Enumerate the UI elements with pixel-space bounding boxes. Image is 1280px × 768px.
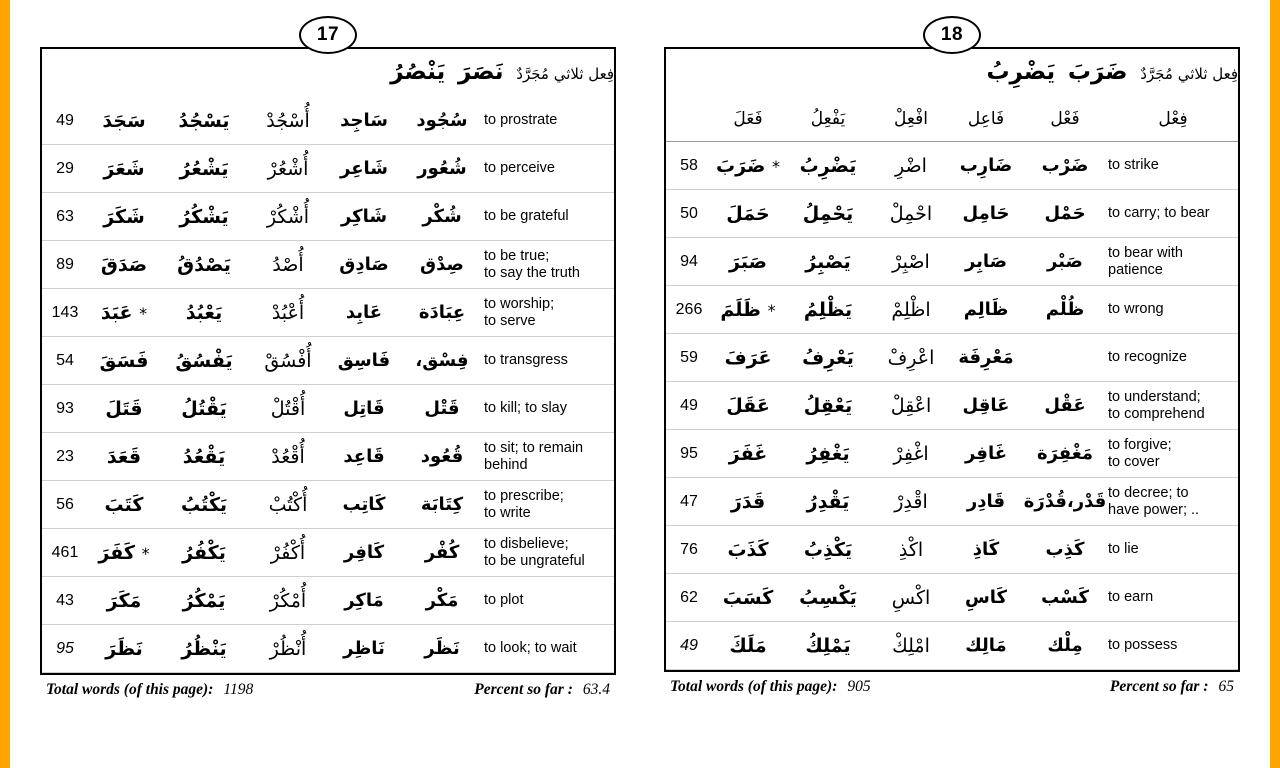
cell-masdar: عِبَادَة — [400, 289, 484, 337]
meaning-line-2: to write — [484, 504, 531, 521]
cell-past-verb: نَظَرَ — [88, 625, 160, 673]
meaning-line-2: have power; .. — [1108, 501, 1200, 518]
cell-count: 93 — [42, 385, 88, 433]
table-header-row — [666, 49, 1238, 97]
cell-count: 59 — [666, 334, 712, 382]
cell-meaning: to sit; to remain behind — [484, 433, 614, 481]
asterisk-marker: * — [771, 156, 780, 176]
cell-meaning: to transgress — [484, 337, 614, 385]
table-row[interactable] — [666, 190, 1238, 238]
cell-count: 266 — [666, 286, 712, 334]
cell-count: 56 — [42, 481, 88, 529]
cell-present-verb: يَشْكُرُ — [160, 193, 248, 241]
cell-past-verb: حَمَلَ — [712, 190, 784, 238]
cell-count: 62 — [666, 574, 712, 622]
cell-meaning: to forgive; to cover — [1108, 430, 1238, 478]
cell-count: 143 — [42, 289, 88, 337]
cell-masdar: كِتَابَة — [400, 481, 484, 529]
cell-count: 49 — [666, 622, 712, 670]
cell-past-verb: قَدَرَ — [712, 478, 784, 526]
cell-past-verb: قَتَلَ — [88, 385, 160, 433]
cell-present-verb: يَسْجُدُ — [160, 97, 248, 145]
pattern-cell: فَعَلَ — [733, 109, 763, 129]
cell-past-verb: كَذَبَ — [712, 526, 784, 574]
cell-present-verb: يَصْدُقُ — [160, 241, 248, 289]
table-row[interactable] — [666, 478, 1238, 526]
cell-active-participle: كَاذِ — [950, 526, 1022, 574]
cell-masdar: قَدْر،قُدْرَة — [1022, 478, 1108, 526]
cell-masdar: كُفْر — [400, 529, 484, 577]
cell-past-verb: سَجَدَ — [88, 97, 160, 145]
table-row[interactable] — [42, 241, 614, 289]
left-edge-bar — [0, 0, 10, 768]
cell-past-verb: * ظَلَمَ — [712, 286, 784, 334]
cell-active-participle: مَعْرِفَة — [950, 334, 1022, 382]
asterisk-marker: * — [139, 303, 148, 323]
total-words-label: Total words (of this page): — [46, 681, 214, 698]
pattern-cell: فَعْل — [1050, 109, 1080, 129]
cell-active-participle: قَاعِد — [328, 433, 400, 481]
cell-present-verb: يَغْفِرُ — [784, 430, 872, 478]
cell-imperative: امْلِكْ — [872, 622, 950, 670]
cell-imperative: اكْسِ — [872, 574, 950, 622]
cell-imperative: اظْلِمْ — [872, 286, 950, 334]
page-number-badge-right: 18 — [923, 16, 981, 54]
cell-present-verb: يَكْذِبُ — [784, 526, 872, 574]
cell-meaning: to possess — [1108, 622, 1238, 670]
two-page-spread — [10, 0, 1270, 768]
cell-meaning: to understand; to comprehend — [1108, 382, 1238, 430]
cell-imperative: اكْذِ — [872, 526, 950, 574]
cell-past-verb: عَرَفَ — [712, 334, 784, 382]
cell-imperative: اعْرِفْ — [872, 334, 950, 382]
percent-label: Percent so far : — [474, 681, 573, 698]
cell-masdar: عَقْل — [1022, 382, 1108, 430]
cell-masdar: نَظَر — [400, 625, 484, 673]
percent-group-left — [474, 681, 610, 699]
cell-masdar: صَبْر — [1022, 238, 1108, 286]
cell-meaning: to earn — [1108, 574, 1238, 622]
pattern-cell: فَاعِل — [967, 109, 1005, 129]
header-label: فِعل ثلاثي مُجَرَّدٌ — [1140, 65, 1239, 84]
pattern-cell: فِعْل — [1158, 109, 1188, 129]
cell-active-participle: مَاكِر — [328, 577, 400, 625]
table-row[interactable] — [666, 430, 1238, 478]
cell-present-verb: يَظْلِمُ — [784, 286, 872, 334]
cell-imperative: اقْدِرْ — [872, 478, 950, 526]
cell-past-verb: * عَبَدَ — [88, 289, 160, 337]
conjugation-table-right — [664, 47, 1240, 672]
cell-past-verb: فَسَقَ — [88, 337, 160, 385]
cell-imperative: أُفْسُقْ — [248, 337, 328, 385]
table-row[interactable] — [666, 238, 1238, 286]
cell-meaning: to bear with patience — [1108, 238, 1238, 286]
cell-active-participle: ظَالِم — [950, 286, 1022, 334]
cell-present-verb: يَنْظُرُ — [160, 625, 248, 673]
cell-count: 95 — [666, 430, 712, 478]
cell-present-verb: يَقْدِرُ — [784, 478, 872, 526]
cell-active-participle: غَافِر — [950, 430, 1022, 478]
cell-count: 43 — [42, 577, 88, 625]
cell-count: 49 — [666, 382, 712, 430]
cell-count: 461 — [42, 529, 88, 577]
cell-masdar: ضَرْب — [1022, 142, 1108, 190]
table-row[interactable] — [42, 385, 614, 433]
cell-imperative: أُسْجُدْ — [248, 97, 328, 145]
cell-count: 23 — [42, 433, 88, 481]
cell-count: 58 — [666, 142, 712, 190]
cell-present-verb: يَعْرِفُ — [784, 334, 872, 382]
conjugation-table-left — [40, 47, 616, 675]
percent-label: Percent so far : — [1109, 678, 1209, 695]
cell-present-verb: يَعْقِلُ — [784, 382, 872, 430]
cell-count: 76 — [666, 526, 712, 574]
cell-meaning: to decree; to have power; .. — [1108, 478, 1238, 526]
cell-count: 54 — [42, 337, 88, 385]
cell-active-participle: عَابِد — [328, 289, 400, 337]
cell-past-verb: غَفَرَ — [712, 430, 784, 478]
cell-meaning: to perceive — [484, 145, 614, 193]
cell-present-verb: يَحْمِلُ — [784, 190, 872, 238]
cell-present-verb: يَفْسُقُ — [160, 337, 248, 385]
cell-past-verb: * ضَرَبَ — [712, 142, 784, 190]
cell-active-participle: سَاجِد — [328, 97, 400, 145]
cell-meaning: to kill; to slay — [484, 385, 614, 433]
cell-present-verb: يَكْفُرُ — [160, 529, 248, 577]
header-label: فِعل ثلاثي مُجَرَّدٌ — [516, 65, 615, 84]
cell-past-verb: صَبَرَ — [712, 238, 784, 286]
table-row[interactable] — [42, 337, 614, 385]
percent-group-right — [1110, 678, 1234, 696]
cell-meaning: to be true; to say the truth — [484, 241, 614, 289]
table-row[interactable] — [42, 529, 614, 577]
meaning-line-2: to cover — [1108, 453, 1160, 470]
cell-present-verb: يَشْعُرُ — [160, 145, 248, 193]
meaning-line-2: to comprehend — [1108, 405, 1205, 422]
total-words-value: 905 — [847, 678, 871, 695]
percent-value: 65 — [1218, 678, 1234, 695]
header-cell — [666, 49, 1238, 97]
header-verb-past: نَصَرَ — [457, 59, 504, 86]
table-row[interactable] — [666, 286, 1238, 334]
cell-count: 47 — [666, 478, 712, 526]
cell-count: 63 — [42, 193, 88, 241]
cell-active-participle: كَافِر — [328, 529, 400, 577]
table-row[interactable] — [666, 622, 1238, 670]
cell-masdar: مَكْر — [400, 577, 484, 625]
cell-active-participle: كَاسِ — [950, 574, 1022, 622]
cell-present-verb: يَقْتُلُ — [160, 385, 248, 433]
page-left — [40, 22, 616, 768]
cell-imperative: أُكْتُبْ — [248, 481, 328, 529]
cell-masdar: صِدْق — [400, 241, 484, 289]
table-row[interactable] — [42, 145, 614, 193]
cell-count: 89 — [42, 241, 88, 289]
cell-masdar — [1022, 334, 1108, 382]
cell-imperative: أُقْتُلْ — [248, 385, 328, 433]
header-text — [390, 60, 614, 84]
header-cell — [42, 49, 614, 97]
pattern-cell: افْعِلْ — [894, 109, 928, 129]
cell-imperative: أُقْعُدْ — [248, 433, 328, 481]
cell-present-verb: يَصْبِرُ — [784, 238, 872, 286]
cell-masdar: حَمْل — [1022, 190, 1108, 238]
cell-active-participle: شَاكِر — [328, 193, 400, 241]
meaning-line-2: behind — [484, 456, 528, 473]
cell-count: 50 — [666, 190, 712, 238]
table-row[interactable] — [42, 481, 614, 529]
meaning-line-2: to be ungrateful — [484, 552, 585, 569]
cell-past-verb: كَتَبَ — [88, 481, 160, 529]
percent-value: 63.4 — [582, 681, 610, 698]
table-row[interactable] — [42, 433, 614, 481]
pattern-cell: يَفْعِلُ — [810, 109, 846, 129]
header-verb-past: ضَرَبَ — [1067, 59, 1128, 86]
cell-masdar: مَغْفِرَة — [1022, 430, 1108, 478]
cell-masdar: سُجُود — [400, 97, 484, 145]
cell-count: 94 — [666, 238, 712, 286]
table-row[interactable] — [42, 193, 614, 241]
cell-past-verb: مَكَرَ — [88, 577, 160, 625]
asterisk-marker: * — [767, 300, 776, 320]
cell-imperative: اعْقِلْ — [872, 382, 950, 430]
cell-active-participle: صَابِر — [950, 238, 1022, 286]
cell-imperative: اغْفِرْ — [872, 430, 950, 478]
meaning-line-2: to say the truth — [484, 264, 580, 281]
pattern-spacer — [666, 97, 712, 142]
header-verb-present: يَضْرِبُ — [986, 59, 1056, 86]
cell-masdar: كَسْب — [1022, 574, 1108, 622]
page-number-badge-left: 17 — [299, 16, 357, 54]
footer-right — [664, 678, 1240, 696]
cell-active-participle: فَاسِق — [328, 337, 400, 385]
cell-present-verb: يَعْبُدُ — [160, 289, 248, 337]
cell-meaning: to wrong — [1108, 286, 1238, 334]
cell-past-verb: شَعَرَ — [88, 145, 160, 193]
cell-count: 29 — [42, 145, 88, 193]
cell-masdar: ظُلْم — [1022, 286, 1108, 334]
cell-imperative: احْمِلْ — [872, 190, 950, 238]
cell-active-participle: شَاعِر — [328, 145, 400, 193]
right-edge-bar — [1270, 0, 1280, 768]
cell-masdar: فِسْق، — [400, 337, 484, 385]
cell-active-participle: عَاقِل — [950, 382, 1022, 430]
cell-past-verb: قَعَدَ — [88, 433, 160, 481]
cell-masdar: شُكْر — [400, 193, 484, 241]
cell-present-verb: يَمْلِكُ — [784, 622, 872, 670]
cell-meaning: to worship; to serve — [484, 289, 614, 337]
table-row[interactable] — [666, 574, 1238, 622]
cell-imperative: أُشْكُرْ — [248, 193, 328, 241]
cell-active-participle: نَاظِر — [328, 625, 400, 673]
table-row[interactable] — [666, 334, 1238, 382]
cell-imperative: أُكْفُرْ — [248, 529, 328, 577]
meaning-line-2: patience — [1108, 261, 1163, 278]
header-text — [986, 60, 1238, 84]
cell-active-participle: صَادِق — [328, 241, 400, 289]
cell-present-verb: يَكْسِبُ — [784, 574, 872, 622]
page-right — [664, 22, 1240, 768]
cell-masdar: كَذِب — [1022, 526, 1108, 574]
total-words-group-left — [46, 681, 253, 699]
meaning-line-2: to serve — [484, 312, 536, 329]
cell-imperative: أُنْظُرْ — [248, 625, 328, 673]
table-row[interactable] — [42, 97, 614, 145]
cell-past-verb: عَقَلَ — [712, 382, 784, 430]
pattern-row — [666, 97, 1238, 142]
cell-masdar: قَتْل — [400, 385, 484, 433]
cell-masdar: مِلْك — [1022, 622, 1108, 670]
table-row[interactable] — [42, 289, 614, 337]
cell-active-participle: حَامِل — [950, 190, 1022, 238]
cell-imperative: أُشْعُرْ — [248, 145, 328, 193]
cell-active-participle: مَالِك — [950, 622, 1022, 670]
cell-masdar: شُعُور — [400, 145, 484, 193]
cell-present-verb: يَمْكُرُ — [160, 577, 248, 625]
cell-count: 95 — [42, 625, 88, 673]
header-verb-present: يَنْصُرُ — [390, 59, 446, 86]
table-row[interactable] — [666, 382, 1238, 430]
table-row[interactable] — [42, 577, 614, 625]
cell-active-participle: ضَارِب — [950, 142, 1022, 190]
cell-meaning: to recognize — [1108, 334, 1238, 382]
cell-active-participle: كَاتِب — [328, 481, 400, 529]
cell-meaning: to plot — [484, 577, 614, 625]
total-words-label: Total words (of this page): — [670, 678, 838, 695]
cell-imperative: أُمْكُرْ — [248, 577, 328, 625]
cell-meaning: to look; to wait — [484, 625, 614, 673]
cell-past-verb: كَسَبَ — [712, 574, 784, 622]
cell-past-verb: مَلَكَ — [712, 622, 784, 670]
cell-meaning: to prostrate — [484, 97, 614, 145]
cell-past-verb: صَدَقَ — [88, 241, 160, 289]
cell-past-verb: * كَفَرَ — [88, 529, 160, 577]
cell-meaning: to disbelieve; to be ungrateful — [484, 529, 614, 577]
cell-imperative: أُعْبُدْ — [248, 289, 328, 337]
asterisk-marker: * — [141, 543, 150, 563]
cell-present-verb: يَكْتُبُ — [160, 481, 248, 529]
cell-active-participle: قَادِر — [950, 478, 1022, 526]
table-row[interactable] — [42, 625, 614, 673]
cell-present-verb: يَقْعُدُ — [160, 433, 248, 481]
cell-imperative: اصْبِرْ — [872, 238, 950, 286]
total-words-value: 1198 — [223, 681, 254, 698]
cell-present-verb: يَضْرِبُ — [784, 142, 872, 190]
cell-imperative: اضْرِ — [872, 142, 950, 190]
cell-meaning: to be grateful — [484, 193, 614, 241]
cell-active-participle: قَاتِل — [328, 385, 400, 433]
cell-meaning: to prescribe; to write — [484, 481, 614, 529]
cell-meaning: to strike — [1108, 142, 1238, 190]
cell-meaning: to carry; to bear — [1108, 190, 1238, 238]
table-row[interactable] — [666, 142, 1238, 190]
footer-left — [40, 681, 616, 699]
table-row[interactable] — [666, 526, 1238, 574]
cell-count: 49 — [42, 97, 88, 145]
cell-imperative: أُصْدُ — [248, 241, 328, 289]
cell-masdar: قُعُود — [400, 433, 484, 481]
total-words-group-right — [670, 678, 871, 696]
table-header-row — [42, 49, 614, 97]
cell-meaning: to lie — [1108, 526, 1238, 574]
cell-past-verb: شَكَرَ — [88, 193, 160, 241]
